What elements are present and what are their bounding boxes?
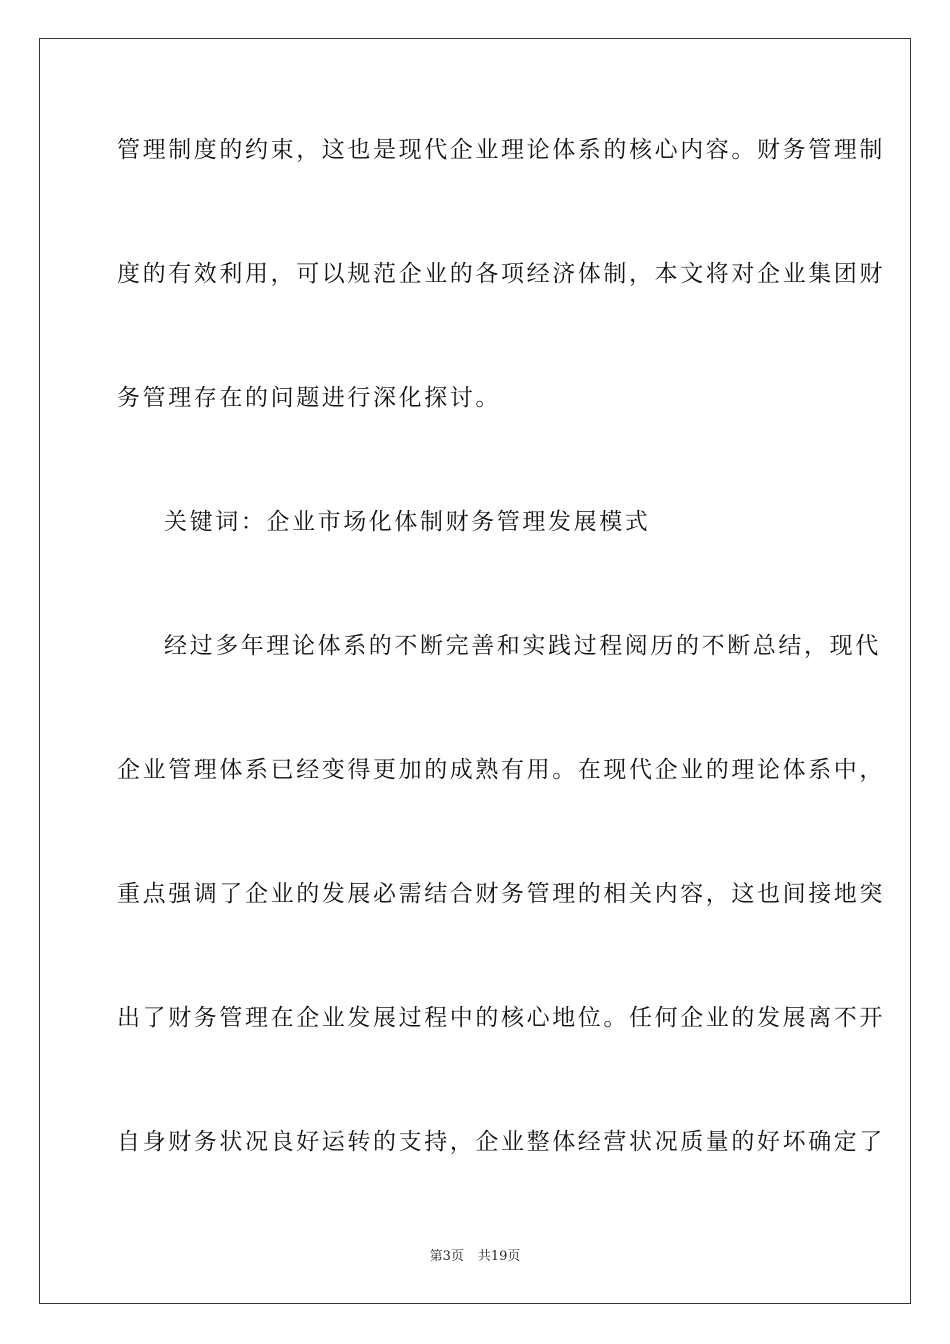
body-text-line: 出了财务管理在企业发展过程中的核心地位。任何企业的发展离不开: [117, 1005, 885, 1031]
body-text-line: 企业管理体系已经变得更加的成熟有用。在现代企业的理论体系中，: [117, 757, 885, 783]
page-footer: [0, 1248, 950, 1266]
total-pages: 共19页: [477, 1249, 521, 1264]
keywords-line: 关键词：企业市场化体制财务管理发展模式: [164, 509, 651, 535]
body-text-line: 管理制度的约束，这也是现代企业理论体系的核心内容。财务管理制: [117, 137, 885, 163]
body-text-line: 重点强调了企业的发展必需结合财务管理的相关内容，这也间接地突: [117, 881, 885, 907]
page-border: [39, 38, 911, 1304]
body-text-line: 务管理存在的问题进行深化探讨。: [117, 385, 501, 411]
body-text-line: 自身财务状况良好运转的支持，企业整体经营状况质量的好坏确定了: [117, 1129, 885, 1155]
body-text-line: 度的有效利用，可以规范企业的各项经济体制，本文将对企业集团财: [117, 261, 885, 287]
paragraph-start-line: 经过多年理论体系的不断完善和实践过程阅历的不断总结，现代: [164, 633, 881, 659]
page-number: 第3页: [429, 1249, 464, 1264]
